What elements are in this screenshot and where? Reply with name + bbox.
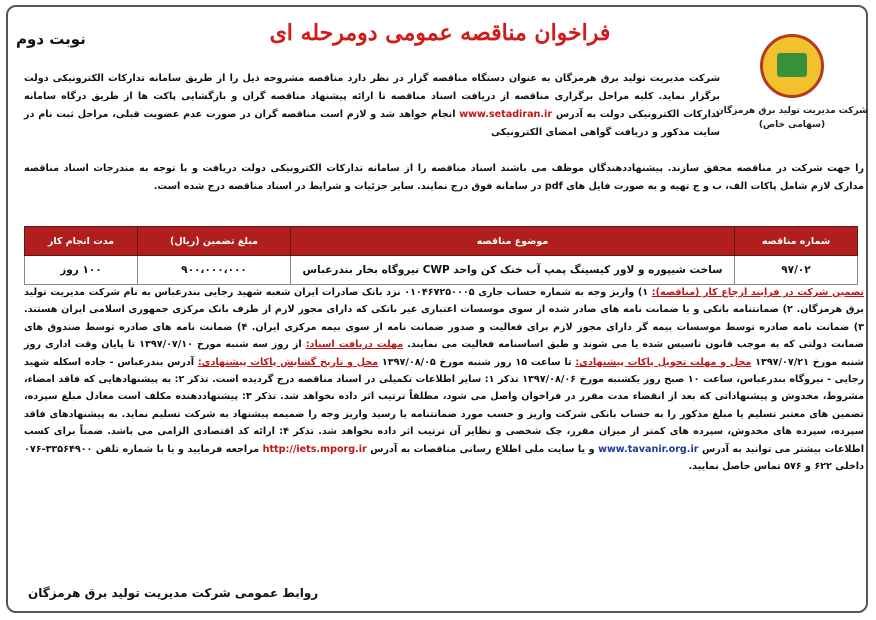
note4-text: ارائه کد اقتصادی الزامی می باشد. ضمناً برای کسب اطلاعات بیشتر می توانید به آدرس — [24, 426, 864, 455]
round-label: نوبت دوم — [16, 30, 86, 48]
conditions-paragraph — [24, 284, 864, 475]
header-number: شماره مناقصه — [735, 227, 858, 256]
opening-text: آدرس بندرعباس - جاده اسکله شهید رجایی - نیروگاه بندرعباس، ساعت ۱۰ صبح روز یکشنبه مورخ ۱۳۹۷/۰۸/۰۶ — [24, 356, 865, 386]
table-row — [25, 256, 858, 285]
note3-text: پیشنهاددهنده مکلف است معادل مبلغ سپرده، تضمین های معتبر تسلیم یا مبلغ مذکور را به حساب بانکی شرکت واریز و حسب مورد ضمانتنامه یا رسید واریز وجه را ضمیمه پیشنهاد به شرکت تسلیم نماید. به پیشنهادهای فاقد سپرده، سپرده های مخدوش، سپرده های کمتر از میزان مقرر، چک شخصی و نظایر آن ترتیب اثر داده نخواهد شد. — [24, 391, 865, 438]
company-logo-icon — [760, 34, 824, 98]
note4-label: تذکر ۴: — [279, 426, 314, 438]
opening-label: محل و تاریخ گشایش پاکات پیشنهادی: — [197, 356, 379, 368]
note1-text: سایر اطلاعات تکمیلی در اسناد مناقصه درج گردیده است. — [212, 374, 485, 386]
header-subject: موضوع مناقصه — [291, 227, 735, 256]
submit-text: تا ساعت ۱۵ روز شنبه مورخ ۱۳۹۷/۰۸/۰۵ — [381, 356, 576, 368]
header-guarantee: مبلغ تضمین (ریال) — [138, 227, 291, 256]
cell-guarantee: ۹۰۰،۰۰۰،۰۰۰ — [138, 256, 291, 285]
intro-text-2: انجام خواهد شد و لازم است مناقصه گران در صورت عدم عضویت قبلی، مراحل ثبت نام در سایت مذکور و دریافت گواهی امضای الکترونیکی — [24, 109, 720, 138]
public-relations-signature: روابط عمومی شرکت مدیریت تولید برق هرمزگان — [28, 586, 319, 600]
intro-company: شرکت مدیریت تولید برق هرمزگان — [554, 73, 721, 84]
cell-subject: ساخت شیپوره و لاور کیسینگ پمپ آب خنک کن واحد CWP نیروگاه بخار بندرعباس — [291, 256, 735, 285]
page-title: فراخوان مناقصه عمومی دومرحله ای — [269, 20, 611, 46]
note4-end: مراجعه فرمایید و یا با شماره تلفن ۳۳۵۶۴۹۰۰-۰۷۶ داخلی ۶۲۲ و ۵۷۶ تماس حاصل نمایید. — [24, 443, 864, 473]
cell-duration: ۱۰۰ روز — [25, 256, 138, 285]
setadiran-link[interactable]: www.setadiran.ir — [459, 109, 553, 120]
iets-link[interactable]: http://iets.mporg.ir — [262, 443, 367, 455]
note4-mid: و یا سایت ملی اطلاع رسانی مناقصات به آدرس — [366, 443, 599, 455]
logo-emblem — [777, 53, 807, 77]
tender-table — [24, 226, 858, 285]
cell-number: ۹۷/۰۲ — [735, 256, 858, 285]
note2-text: به پیشنهادهایی که فاقد امضاء، مشروط، مخدوش و پیشنهاداتی که بعد از انقضاء مدت مقرر در فراخوان واصل می شود، مطلقاً ترتیب اثر داده نخواهد شد. — [24, 374, 865, 403]
company-name-line2: (سهامی خاص) — [758, 120, 826, 130]
intro-text-1: به عنوان دستگاه مناقصه گزار در نظر دارد مناقصه مشروحه ذیل را از طریق سامانه تدارکات الکترونیکی دولت برگزار نماید. کلیه مراحل برگزاری مناقصه از دریافت اسناد مناقصه تا ارائه پیشنهاد مناقصه گران و بازگشایی پاکت ها از طریق درگاه سامانه تدارکات الکترونیکی دولت به آدرس — [24, 73, 720, 120]
note1-label: تذکر ۱: — [484, 374, 519, 386]
tavanir-link[interactable]: www.tavanir.org.ir — [598, 443, 699, 455]
submit-label: محل و مهلت تحویل پاکات پیشنهادی: — [575, 356, 752, 368]
company-name-line1: شرکت مدیریت تولید برق هرمزگان — [715, 106, 868, 116]
guarantee-text: ۱) واریز وجه به شماره حساب جاری ۰۱۰۴۶۷۲۵۰۰۰۵ نزد بانک صادرات ایران شعبه شهید رجایی بندرعباس به نام شرکت مدیریت تولید برق هرمزگان. ۲) ضمانتنامه بانکی و یا ضمانت نامه های صادر شده از سوی موسسات اعتباری غیر بانکی که دارای مجوز لازم از طرف بانک مرکزی جمهوری اسلامی ایران هستند. ۳) ضمانت نامه صادره توسط موسسات بیمه گر دارای مجوز لازم برای فعالیت و صدور ضمانت نامه از سوی بیمه مرکزی ایران. ۴) ضمانت نامه های صادره توسط صندوق های ضمانت دولتی که به موجب قانون تاسیس شده یا می شوند و طبق اساسنامه فعالیت می نمایند. — [24, 287, 865, 351]
note2-label: تذکر ۲: — [174, 374, 209, 386]
header-duration: مدت انجام کار — [25, 227, 138, 256]
receive-text: از روز سه شنبه مورخ ۱۳۹۷/۰۷/۱۰ تا پایان وقت اداری روز شنبه مورخ ۱۳۹۷/۰۷/۲۱ — [24, 339, 864, 368]
intro-continuation: را جهت شرکت در مناقصه محقق سازند. پیشنهاددهندگان موظف می باشند اسناد مناقصه را از سامانه تدارکات الکترونیکی دولت دریافت و با توجه به مندرجات اسناد مناقصه مدارک لازم شامل پاکات الف، ب و ج تهیه و به صورت فایل های pdf در سامانه فوق درج نمایند. سایر جزئیات و شرایط در اسناد مناقصه درج شده است. — [24, 163, 864, 192]
guarantee-label: تضمین شرکت در فرایند ارجاع کار (مناقصه): — [651, 287, 865, 298]
receive-label: مهلت دریافت اسناد: — [305, 339, 404, 351]
intro-paragraph — [24, 70, 720, 142]
table-header-row — [25, 227, 858, 256]
note3-label: تذکر ۳: — [241, 391, 277, 403]
company-name — [712, 104, 872, 132]
